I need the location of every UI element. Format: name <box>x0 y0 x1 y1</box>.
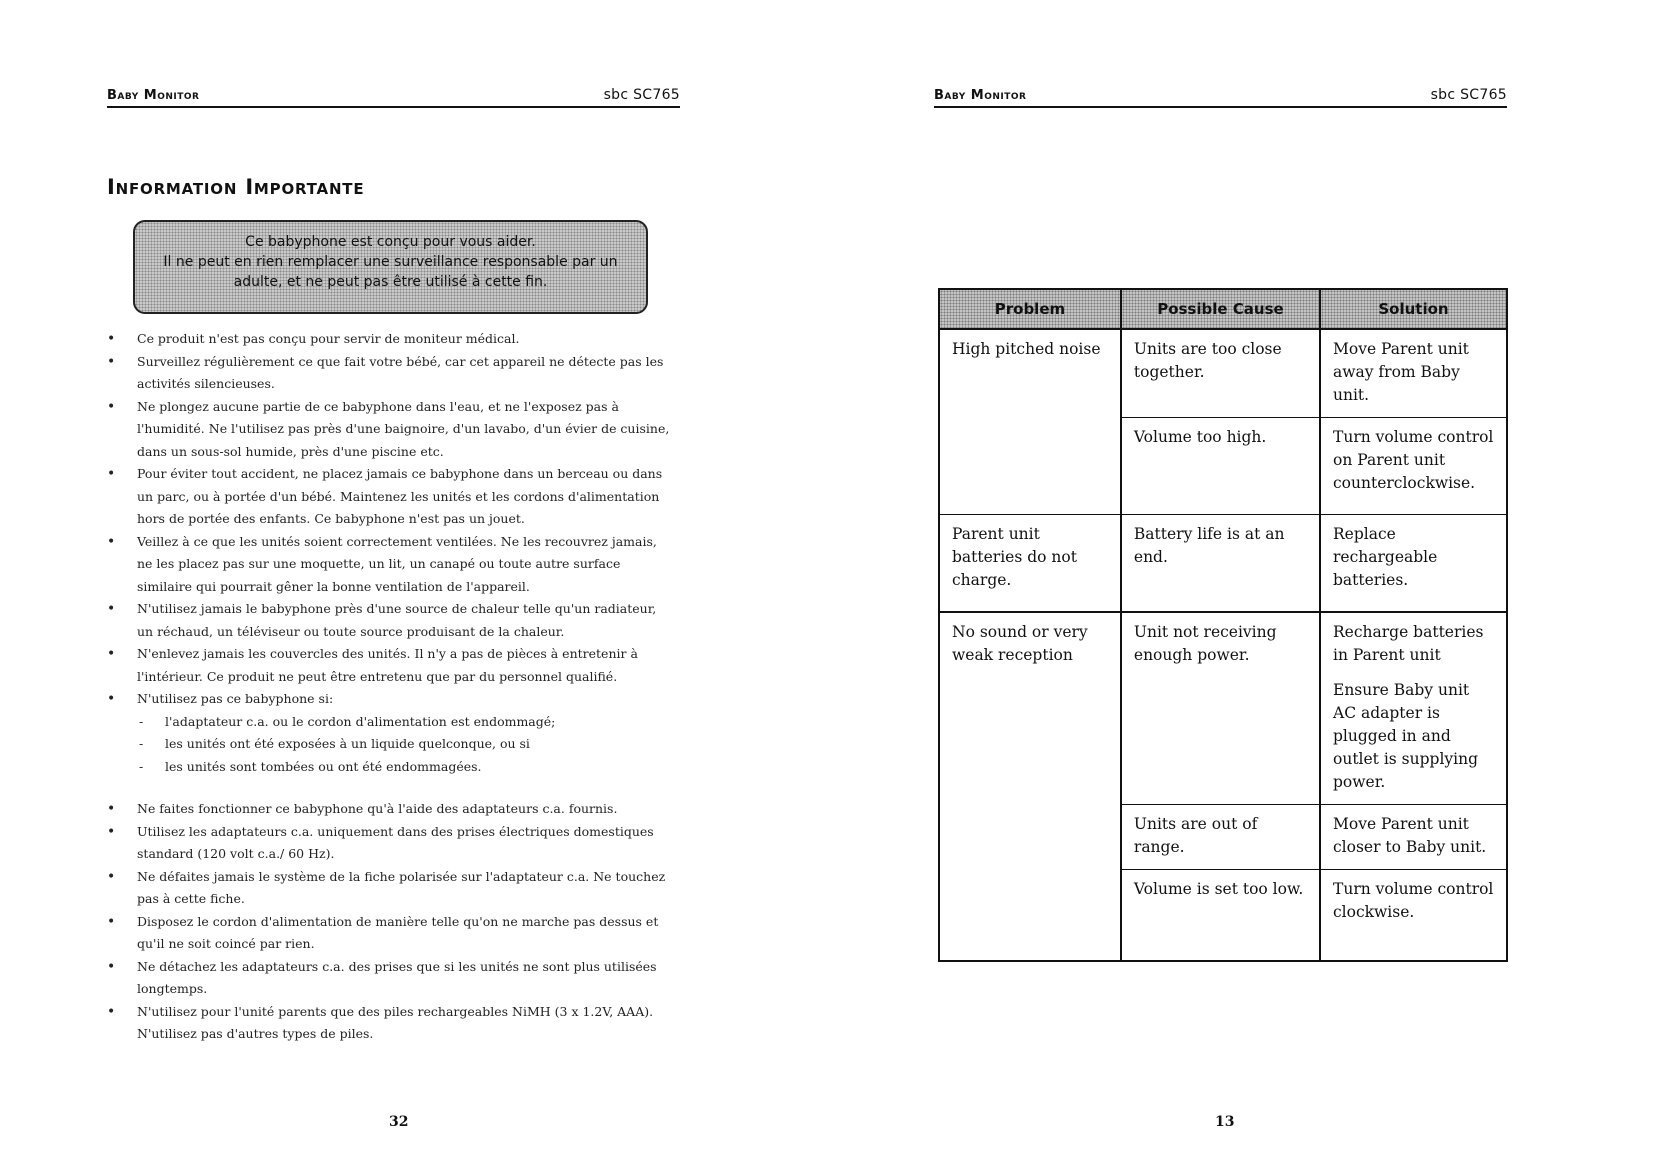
list-item <box>107 598 672 643</box>
bullet-icon: • <box>107 958 116 975</box>
list-item <box>107 1001 672 1046</box>
problem-cell-continued <box>939 418 1121 515</box>
solution-cell: Move Parent unit closer to Baby unit. <box>1320 805 1507 870</box>
sub-list-item-text: les unités sont tombées ou ont été endommagées. <box>165 758 482 774</box>
sub-list-item <box>137 711 672 734</box>
column-header-problem: Problem <box>939 289 1121 329</box>
cause-cell: Units are too close together. <box>1121 329 1320 418</box>
bullet-icon: • <box>107 913 116 930</box>
sub-list-item <box>137 733 672 756</box>
list-item <box>107 911 672 956</box>
list-item <box>107 688 672 778</box>
cause-cell: Unit not receiving enough power. <box>1121 612 1320 805</box>
problem-cell: No sound or very weak reception <box>939 612 1121 805</box>
dash-icon: - <box>139 713 144 729</box>
list-item <box>107 531 672 599</box>
bullet-icon: • <box>107 801 116 817</box>
cause-cell: Battery life is at an end. <box>1121 515 1320 613</box>
header-model: sbc SC765 <box>1430 87 1507 103</box>
sub-list-item <box>137 756 672 779</box>
bullet-icon: • <box>107 466 116 482</box>
table-row <box>939 515 1507 613</box>
page-number: 13 <box>1215 1114 1235 1130</box>
troubleshooting-table <box>938 288 1508 962</box>
list-item-text: Ne détachez les adaptateurs c.a. des prises que si les unités ne sont plus utilisées longtemps. <box>137 958 657 996</box>
notice-line: Il ne peut en rien remplacer une surveillance responsable par un <box>163 254 618 270</box>
list-item-text: Ne faites fonctionner ce babyphone qu'à l'aide des adaptateurs c.a. fournis. <box>137 801 618 816</box>
cause-cell: Units are out of range. <box>1121 805 1320 870</box>
list-item <box>107 821 672 866</box>
notice-line: Ce babyphone est conçu pour vous aider. <box>245 234 536 250</box>
solution-cell: Turn volume control clockwise. <box>1320 870 1507 962</box>
list-item-text: Disposez le cordon d'alimentation de manière telle qu'on ne marche pas dessus et qu'il ne soit coincé par rien. <box>137 913 659 951</box>
list-item-text: Ce produit n'est pas conçu pour servir de moniteur médical. <box>137 331 520 346</box>
list-item-text: Ne plongez aucune partie de ce babyphone dans l'eau, et ne l'exposez pas à l'humidité. Ne l'utilisez pas près d'une baignoire, d'un lavabo, d'un évier de cuisine, dans un sous-sol humide, près d'une piscine etc. <box>137 398 670 459</box>
problem-cell: Parent unit batteries do not charge. <box>939 515 1121 613</box>
sub-list-item-text: les unités ont été exposées à un liquide quelconque, ou si <box>165 736 530 751</box>
bullet-icon: • <box>107 601 116 617</box>
solution-cell: Replace rechargeable batteries. <box>1320 515 1507 613</box>
list-item <box>107 463 672 531</box>
bullet-icon: • <box>107 691 116 707</box>
list-item <box>107 351 672 396</box>
list-item <box>107 643 672 688</box>
running-header <box>107 84 680 108</box>
table-row <box>939 612 1507 805</box>
solution-text: Ensure Baby unit AC adapter is plugged in and outlet is supplying power. <box>1333 681 1479 791</box>
bullet-icon: • <box>107 398 116 415</box>
header-series: Baby Monitor <box>107 88 200 103</box>
table-header-row <box>939 289 1507 329</box>
cause-cell: Volume is set too low. <box>1121 870 1320 962</box>
safety-rules-list <box>107 328 672 1046</box>
list-item <box>107 328 672 351</box>
bullet-icon: • <box>107 646 116 662</box>
list-item <box>107 956 672 1001</box>
table-row <box>939 418 1507 515</box>
solution-cell: Turn volume control on Parent unit counterclockwise. <box>1320 418 1507 515</box>
problem-cell-continued <box>939 805 1121 870</box>
dash-icon: - <box>139 758 144 774</box>
sub-list <box>137 711 672 779</box>
sub-list-item-text: l'adaptateur c.a. ou le cordon d'alimentation est endommagé; <box>165 713 556 729</box>
list-item <box>107 396 672 464</box>
list-item-text: N'enlevez jamais les couvercles des unités. Il n'y a pas de pièces à entretenir à l'intérieur. Ce produit ne peut être entretenu que par du personnel qualifié. <box>137 646 638 684</box>
list-item-text: Utilisez les adaptateurs c.a. uniquement dans des prises électriques domestiques standard (120 volt c.a./ 60 Hz). <box>137 823 654 861</box>
header-series: Baby Monitor <box>934 88 1027 103</box>
header-model: sbc SC765 <box>603 87 680 103</box>
list-item-text: Ne défaites jamais le système de la fiche polarisée sur l'adaptateur c.a. Ne touchez pas à cette fiche. <box>137 868 666 906</box>
warning-notice-box <box>133 220 648 314</box>
column-header-solution: Solution <box>1320 289 1507 329</box>
solution-cell: Move Parent unit away from Baby unit. <box>1320 329 1507 418</box>
solution-text: Recharge batteries in Parent unit <box>1333 623 1484 664</box>
table-row <box>939 805 1507 870</box>
list-item-text: Veillez à ce que les unités soient correctement ventilées. Ne les recouvrez jamais, ne les placez pas sur une moquette, un lit, un canapé ou toute autre surface similaire qui pourrait gêner la bonne ventilation de l'appareil. <box>137 533 657 594</box>
bullet-icon: • <box>107 331 116 347</box>
bullet-icon: • <box>107 1003 116 1020</box>
list-item-text: N'utilisez pour l'unité parents que des piles rechargeables NiMH (3 x 1.2V, AAA). N'utilisez pas d'autres types de piles. <box>137 1003 654 1041</box>
dash-icon: - <box>139 736 144 751</box>
problem-cell: High pitched noise <box>939 329 1121 418</box>
list-item <box>107 798 672 821</box>
list-item-text: Surveillez régulièrement ce que fait votre bébé, car cet appareil ne détecte pas les activités silencieuses. <box>137 353 664 391</box>
page-number: 32 <box>389 1114 409 1130</box>
list-item <box>107 866 672 911</box>
right-page <box>828 0 1656 1174</box>
notice-line: adulte, et ne peut pas être utilisé à cette fin. <box>233 274 548 290</box>
list-item-text: Pour éviter tout accident, ne placez jamais ce babyphone dans un berceau ou dans un parc, ou à portée d'un bébé. Maintenez les unités et les cordons d'alimentation hors de portée des enfants. Ce babyphone n'est pas un jouet. <box>137 466 663 526</box>
bullet-icon: • <box>107 823 116 840</box>
column-header-cause: Possible Cause <box>1121 289 1320 329</box>
page-title: Information Importante <box>107 175 365 199</box>
list-item-text: N'utilisez jamais le babyphone près d'une source de chaleur telle qu'un radiateur, un réchaud, un téléviseur ou toute source produisant de la chaleur. <box>137 601 657 639</box>
problem-cell-continued <box>939 870 1121 962</box>
list-item-text: N'utilisez pas ce babyphone si: <box>137 691 334 706</box>
table-row <box>939 329 1507 418</box>
bullet-icon: • <box>107 533 116 550</box>
table-row <box>939 870 1507 962</box>
bullet-icon: • <box>107 868 116 885</box>
running-header <box>934 84 1507 108</box>
cause-cell: Volume too high. <box>1121 418 1320 515</box>
bullet-icon: • <box>107 353 116 370</box>
solution-cell <box>1320 612 1507 805</box>
